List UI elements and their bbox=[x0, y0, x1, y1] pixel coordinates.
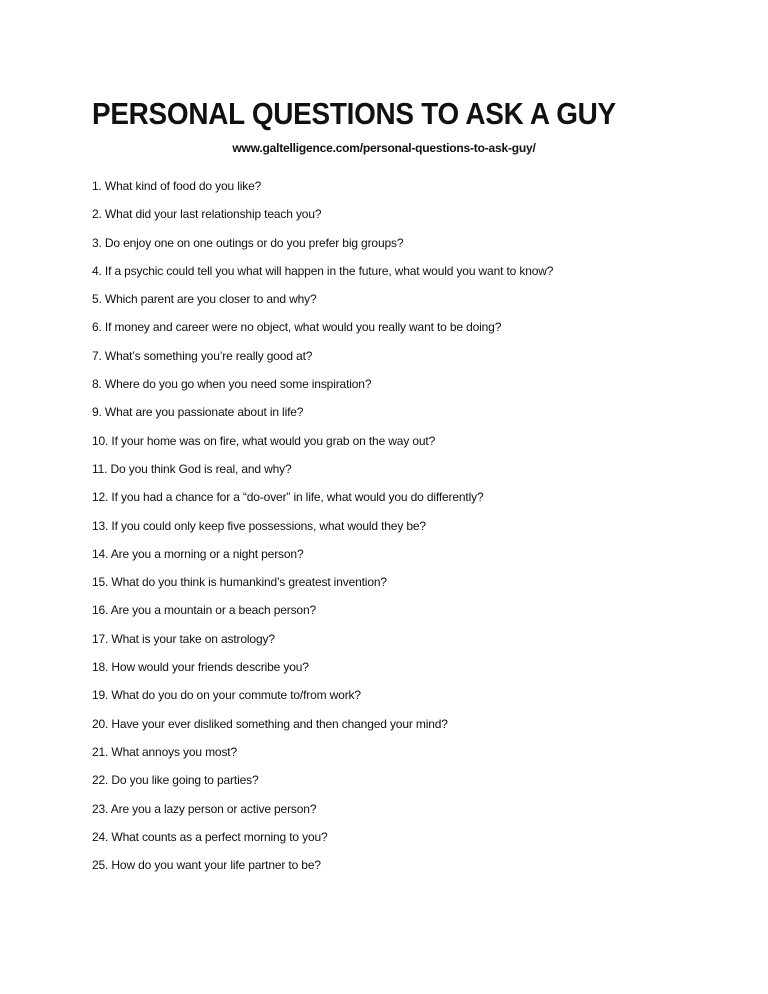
question-item: 8. Where do you go when you need some inspiration? bbox=[92, 377, 372, 392]
question-item: 13. If you could only keep five possessions, what would they be? bbox=[92, 518, 426, 533]
question-item: 2. What did your last relationship teach you? bbox=[92, 207, 322, 222]
question-item: 21. What annoys you most? bbox=[92, 744, 237, 759]
question-item: 15. What do you think is humankind’s greatest invention? bbox=[92, 575, 387, 590]
question-item: 7. What’s something you’re really good at? bbox=[92, 348, 313, 363]
question-item: 3. Do enjoy one on one outings or do you prefer big groups? bbox=[92, 235, 404, 250]
question-item: 20. Have your ever disliked something and then changed your mind? bbox=[92, 716, 448, 731]
question-item: 5. Which parent are you closer to and why? bbox=[92, 292, 317, 307]
question-item: 11. Do you think God is real, and why? bbox=[92, 461, 292, 476]
source-url: www.galtelligence.com/personal-questions-to-ask-guy/ bbox=[232, 141, 536, 155]
page-title: PERSONAL QUESTIONS TO ASK A GUY bbox=[92, 96, 616, 131]
question-item: 1. What kind of food do you like? bbox=[92, 179, 262, 193]
question-item: 17. What is your take on astrology? bbox=[92, 631, 275, 646]
question-item: 4. If a psychic could tell you what will happen in the future, what would you want to know? bbox=[92, 263, 554, 278]
question-item: 18. How would your friends describe you? bbox=[92, 660, 309, 675]
question-item: 9. What are you passionate about in life? bbox=[92, 405, 304, 420]
question-item: 16. Are you a mountain or a beach person? bbox=[92, 603, 317, 618]
question-list bbox=[92, 178, 553, 885]
question-item: 6. If money and career were no object, what would you really want to be doing? bbox=[92, 320, 502, 335]
question-item: 19. What do you do on your commute to/from work? bbox=[92, 688, 361, 703]
question-item: 10. If your home was on fire, what would you grab on the way out? bbox=[92, 433, 436, 448]
question-item: 25. How do you want your life partner to be? bbox=[92, 858, 321, 873]
question-item: 12. If you had a chance for a “do-over” in life, what would you do differently? bbox=[92, 490, 484, 505]
question-item: 22. Do you like going to parties? bbox=[92, 773, 259, 788]
question-item: 24. What counts as a perfect morning to you? bbox=[92, 829, 328, 844]
question-item: 23. Are you a lazy person or active person? bbox=[92, 801, 317, 816]
question-item: 14. Are you a morning or a night person? bbox=[92, 546, 304, 561]
